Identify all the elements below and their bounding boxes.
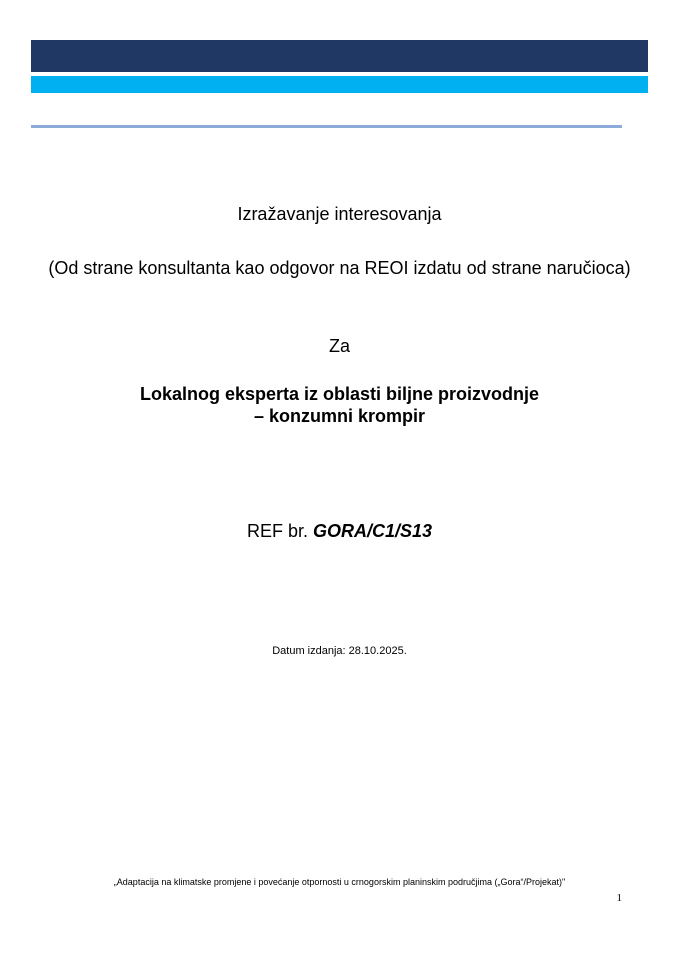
reference-code: GORA/C1/S13	[312, 521, 433, 541]
for-label: Za	[328, 336, 350, 356]
header-divider	[31, 125, 622, 128]
header-band-light	[31, 76, 648, 93]
issue-date: Datum izdanja: 28.10.2025.	[272, 645, 407, 657]
position-title	[60, 383, 619, 427]
document-title: Izražavanje interesovanja	[237, 204, 442, 224]
header-band-dark	[31, 40, 648, 72]
reference-number	[0, 520, 679, 542]
position-title-line-2: – konzumni krompir	[253, 406, 426, 426]
page-number: 1	[616, 892, 622, 904]
reference-label: REF br.	[246, 521, 313, 541]
footer-project-text: „Adaptacija na klimatske promjene i povećanje otpornosti u crnogorskim planinskim područjima („Gora“/Projekat)"	[113, 877, 566, 887]
document-subtitle: (Od strane konsultanta kao odgovor na REOI izdatu od strane naručioca)	[48, 258, 631, 278]
position-title-line-1: Lokalnog eksperta iz oblasti biljne proizvodnje	[139, 384, 540, 404]
